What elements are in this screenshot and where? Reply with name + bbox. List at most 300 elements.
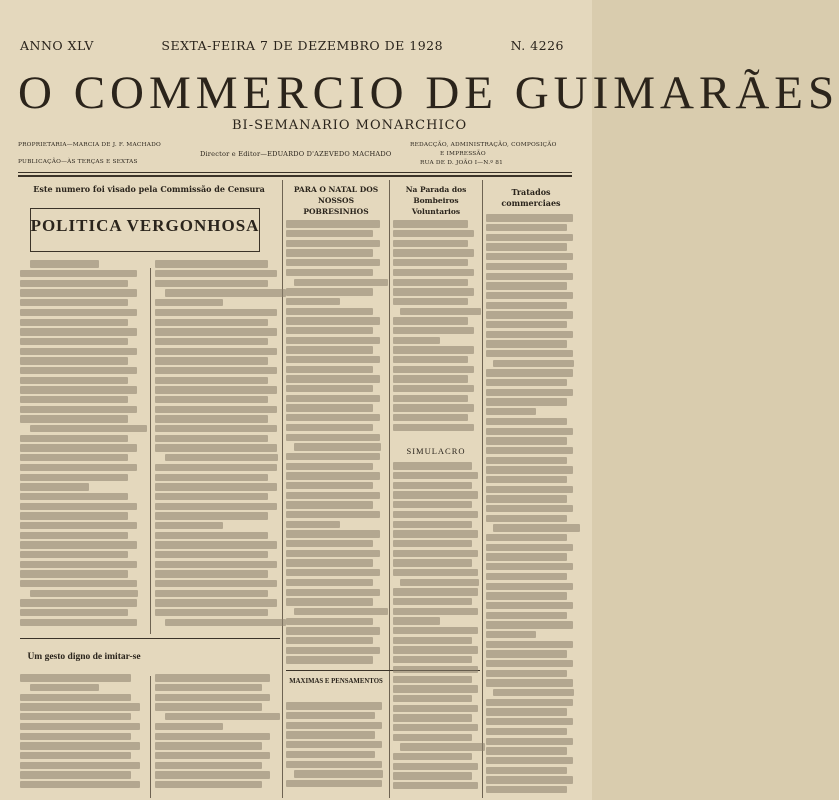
text-line (486, 505, 573, 512)
text-line (286, 375, 380, 382)
text-line (286, 308, 373, 315)
text-line (486, 602, 573, 609)
text-line (155, 377, 268, 384)
text-line (393, 375, 468, 382)
text-line (286, 424, 373, 431)
text-line (20, 733, 131, 740)
text-line (486, 767, 567, 774)
text-line (486, 476, 567, 483)
text-line (20, 619, 137, 626)
censorship-notice: Este numero foi visado pela Commissão de Censura (33, 184, 265, 194)
text-line (294, 279, 388, 286)
text-line (486, 331, 573, 338)
gesto-headline: Um gesto digno de imitar-se (27, 652, 141, 662)
text-line (393, 705, 478, 712)
text-line (20, 522, 137, 529)
text-line (286, 530, 380, 537)
text-line (20, 396, 128, 403)
text-line (486, 379, 567, 386)
text-line (286, 751, 375, 758)
text-line (400, 308, 481, 315)
text-line (486, 728, 567, 735)
text-line (20, 742, 140, 749)
text-line (155, 270, 277, 277)
text-line (286, 647, 380, 654)
text-line (155, 684, 262, 691)
text-line (20, 299, 128, 306)
text-column-tratados (486, 212, 576, 795)
text-line (393, 598, 472, 605)
text-line (20, 609, 128, 616)
text-line (393, 763, 478, 770)
text-line (393, 540, 472, 547)
column-rule (150, 268, 151, 634)
text-line (286, 780, 382, 787)
text-line (155, 512, 268, 519)
text-line (20, 561, 137, 568)
text-line (155, 590, 268, 597)
text-line (155, 561, 277, 568)
text-line (286, 702, 382, 709)
text-line (393, 753, 472, 760)
text-line (393, 521, 472, 528)
text-line (486, 631, 536, 638)
text-line (155, 541, 277, 548)
text-line (393, 259, 468, 266)
text-line (393, 346, 474, 353)
text-line (20, 348, 137, 355)
text-line (486, 321, 567, 328)
text-line (155, 733, 270, 740)
text-line (20, 474, 128, 481)
text-line (286, 550, 380, 557)
text-line (286, 722, 382, 729)
text-line (393, 569, 478, 576)
text-line (486, 660, 573, 667)
text-line (486, 534, 567, 541)
text-line (30, 260, 99, 267)
text-line (20, 357, 128, 364)
text-line (286, 220, 380, 227)
text-line (393, 685, 478, 692)
publication-line: PUBLICAÇÃO—ÀS TERÇAS E SEXTAS (18, 159, 138, 165)
text-line (155, 406, 277, 413)
director-line: Director e Editor—EDUARDO D'AZEVEDO MACHADO (200, 150, 392, 158)
text-line (155, 609, 268, 616)
text-line (486, 699, 573, 706)
text-line (486, 311, 573, 318)
text-line (486, 457, 567, 464)
text-line (393, 491, 478, 498)
text-line (486, 757, 573, 764)
text-line (393, 395, 468, 402)
text-line (393, 782, 478, 789)
text-line (20, 483, 89, 490)
dateline (20, 38, 564, 53)
text-line (20, 435, 128, 442)
text-line (155, 299, 223, 306)
text-line (20, 703, 140, 710)
text-line (155, 319, 268, 326)
text-line (393, 617, 440, 624)
text-line (155, 694, 270, 701)
natal-headline: PARA O NATAL DOS NOSSOS POBRESINHOS (293, 185, 379, 216)
text-line (486, 486, 573, 493)
text-line (155, 570, 268, 577)
text-line (286, 656, 373, 663)
text-line (20, 367, 137, 374)
newspaper-subtitle: BI-SEMANARIO MONARCHICO (232, 118, 468, 133)
text-line (486, 292, 573, 299)
text-line (294, 770, 383, 777)
issue-number: N. 4226 (510, 38, 564, 53)
header-rule-thick (18, 175, 572, 177)
text-line (286, 453, 380, 460)
text-column-maximas (286, 700, 384, 795)
text-line (20, 781, 140, 788)
text-line (20, 762, 140, 769)
text-line (286, 327, 373, 334)
column-rule (150, 676, 151, 798)
text-line (20, 454, 128, 461)
text-line (155, 674, 270, 681)
text-line (155, 771, 270, 778)
text-line (286, 259, 380, 266)
text-line (155, 723, 223, 730)
text-line (486, 389, 573, 396)
text-line (486, 612, 567, 619)
text-line (155, 357, 268, 364)
text-line (30, 425, 147, 432)
year-label: ANNO XLV (20, 38, 94, 53)
text-line (486, 340, 567, 347)
text-line (486, 573, 567, 580)
text-line (486, 592, 567, 599)
text-line (486, 515, 567, 522)
text-line (20, 512, 128, 519)
text-line (393, 501, 472, 508)
text-column-gesto-right (155, 672, 279, 797)
text-line (393, 279, 468, 286)
owner-line: PROPRIETARIA—MARCIA DE J. F. MACHADO (18, 142, 161, 148)
text-line (493, 689, 574, 696)
text-line (165, 289, 287, 296)
text-line (20, 570, 128, 577)
text-line (393, 366, 474, 373)
text-line (286, 761, 382, 768)
text-line (393, 530, 478, 537)
text-line (155, 309, 277, 316)
redaction-line: REDACÇÃO, ADMINISTRAÇÃO, COMPOSIÇÃO (410, 142, 557, 148)
text-column-gesto-left (20, 672, 146, 797)
text-line (20, 551, 128, 558)
text-line (486, 650, 567, 657)
text-line (393, 327, 474, 334)
text-line (286, 337, 380, 344)
text-line (393, 608, 478, 615)
text-line (20, 723, 140, 730)
text-line (486, 544, 573, 551)
text-line (393, 734, 472, 741)
text-line (286, 404, 373, 411)
text-line (486, 495, 567, 502)
text-line (393, 249, 474, 256)
text-line (393, 482, 472, 489)
text-line (155, 415, 268, 422)
text-line (486, 437, 567, 444)
newspaper-title: O COMMERCIO DE GUIMARÃES (18, 67, 839, 119)
text-line (486, 282, 567, 289)
bombeiros-headline: Na Parada dos Bombeiros Voluntarios (405, 185, 467, 216)
text-line (20, 377, 128, 384)
text-line (486, 670, 567, 677)
text-line (393, 385, 474, 392)
text-line (486, 224, 567, 231)
text-line (20, 319, 128, 326)
text-line (155, 493, 268, 500)
text-line (286, 385, 373, 392)
text-line (486, 428, 573, 435)
text-line (286, 298, 340, 305)
text-line (393, 559, 472, 566)
text-line (393, 404, 474, 411)
text-line (486, 776, 573, 783)
text-line (393, 288, 474, 295)
text-line (155, 464, 277, 471)
text-line (286, 395, 380, 402)
text-line (20, 280, 128, 287)
text-line (486, 302, 567, 309)
text-line (20, 309, 137, 316)
text-line (155, 435, 268, 442)
text-line (155, 762, 262, 769)
text-line (155, 781, 262, 788)
text-line (393, 230, 474, 237)
text-line (155, 703, 262, 710)
text-line (286, 472, 380, 479)
column-rule (482, 180, 483, 798)
text-line (493, 360, 574, 367)
text-line (155, 752, 270, 759)
text-line (486, 369, 573, 376)
text-line (486, 408, 536, 415)
text-line (400, 743, 485, 750)
text-line (30, 684, 99, 691)
text-line (286, 741, 382, 748)
text-line (486, 243, 567, 250)
text-line (393, 337, 440, 344)
text-line (486, 718, 573, 725)
text-line (486, 253, 573, 260)
politica-headline: POLITICA VERGONHOSA (30, 216, 260, 235)
text-line (486, 350, 573, 357)
text-line (393, 424, 474, 431)
text-line (155, 367, 277, 374)
text-line (393, 511, 478, 518)
text-column-natal (286, 218, 384, 666)
text-line (20, 599, 137, 606)
text-line (20, 541, 137, 548)
text-line (393, 772, 472, 779)
text-column-simulacro (393, 460, 479, 795)
text-line (286, 579, 373, 586)
text-line (486, 679, 573, 686)
text-line (286, 569, 380, 576)
text-line (486, 786, 567, 793)
text-line (286, 627, 380, 634)
text-line (155, 532, 268, 539)
text-column-bombeiros (393, 218, 479, 440)
text-line (155, 348, 277, 355)
text-line (486, 273, 573, 280)
text-line (393, 240, 468, 247)
text-line (393, 550, 478, 557)
text-line (486, 747, 567, 754)
text-line (286, 240, 380, 247)
text-line (155, 503, 277, 510)
text-line (20, 270, 137, 277)
text-line (286, 414, 380, 421)
text-line (286, 712, 375, 719)
text-line (20, 493, 128, 500)
text-line (286, 501, 373, 508)
text-line (486, 553, 567, 560)
text-line (286, 589, 380, 596)
column-rule (389, 180, 390, 798)
maximas-headline: MAXIMAS E PENSAMENTOS (289, 678, 383, 685)
text-line (286, 356, 380, 363)
text-line (286, 521, 340, 528)
text-line (286, 731, 375, 738)
redaction-line-2: E IMPRESSÃO (440, 151, 486, 157)
text-line (286, 346, 373, 353)
text-line (286, 492, 380, 499)
text-line (20, 580, 137, 587)
text-line (286, 482, 373, 489)
text-line (20, 386, 137, 393)
simulacro-headline: SIMULACRO (406, 446, 466, 456)
text-line (393, 724, 478, 731)
text-line (155, 551, 268, 558)
text-line (393, 220, 468, 227)
text-line (486, 621, 573, 628)
text-line (155, 260, 268, 267)
text-line (20, 532, 128, 539)
text-line (393, 317, 468, 324)
text-line (486, 563, 573, 570)
text-line (20, 674, 131, 681)
column-rule (282, 180, 283, 798)
text-line (30, 590, 138, 597)
text-line (393, 356, 468, 363)
text-line (393, 462, 472, 469)
text-line (393, 269, 474, 276)
text-line (286, 511, 380, 518)
text-line (486, 641, 573, 648)
text-line (286, 317, 380, 324)
text-line (155, 386, 277, 393)
address-line: RUA DE D. JOÃO I—N.º 81 (420, 160, 503, 166)
text-line (393, 695, 472, 702)
text-line (155, 599, 277, 606)
text-line (393, 627, 478, 634)
text-line (486, 583, 573, 590)
text-line (20, 406, 137, 413)
text-line (155, 483, 277, 490)
text-line (294, 608, 388, 615)
text-line (155, 742, 262, 749)
text-line (286, 637, 373, 644)
text-column-politica-left (20, 258, 146, 633)
text-line (393, 637, 472, 644)
text-line (294, 443, 381, 450)
text-line (393, 666, 478, 673)
text-line (486, 447, 573, 454)
text-line (393, 676, 472, 683)
header-rule (18, 172, 572, 173)
text-line (155, 280, 268, 287)
text-line (486, 708, 567, 715)
text-line (155, 444, 277, 451)
text-line (286, 269, 373, 276)
text-line (155, 396, 268, 403)
text-line (20, 771, 131, 778)
text-line (165, 619, 287, 626)
article-rule (20, 638, 280, 639)
text-line (20, 464, 137, 471)
text-line (165, 713, 280, 720)
text-line (286, 540, 373, 547)
text-line (286, 559, 373, 566)
text-line (20, 694, 131, 701)
text-line (393, 298, 468, 305)
text-line (400, 579, 479, 586)
text-line (20, 289, 137, 296)
text-line (393, 714, 472, 721)
text-line (486, 263, 567, 270)
text-line (286, 434, 380, 441)
text-line (393, 588, 478, 595)
text-line (165, 454, 278, 461)
text-line (393, 414, 468, 421)
text-line (286, 249, 373, 256)
issue-date: SEXTA-FEIRA 7 DE DEZEMBRO DE 1928 (161, 38, 444, 53)
text-line (286, 366, 373, 373)
text-line (486, 466, 573, 473)
text-line (20, 338, 128, 345)
text-column-politica-right (155, 258, 279, 633)
tratados-headline: Tratados commerciaes (501, 187, 561, 208)
text-line (20, 752, 131, 759)
text-line (155, 338, 268, 345)
text-line (20, 713, 131, 720)
text-line (155, 328, 277, 335)
text-line (286, 463, 373, 470)
text-line (155, 425, 277, 432)
text-line (286, 288, 373, 295)
text-line (286, 230, 373, 237)
text-line (393, 646, 478, 653)
text-line (155, 580, 277, 587)
text-line (486, 738, 573, 745)
text-line (20, 328, 137, 335)
text-line (286, 598, 373, 605)
text-line (20, 415, 128, 422)
text-line (486, 398, 567, 405)
text-line (393, 472, 478, 479)
text-line (286, 618, 373, 625)
text-line (493, 524, 580, 531)
